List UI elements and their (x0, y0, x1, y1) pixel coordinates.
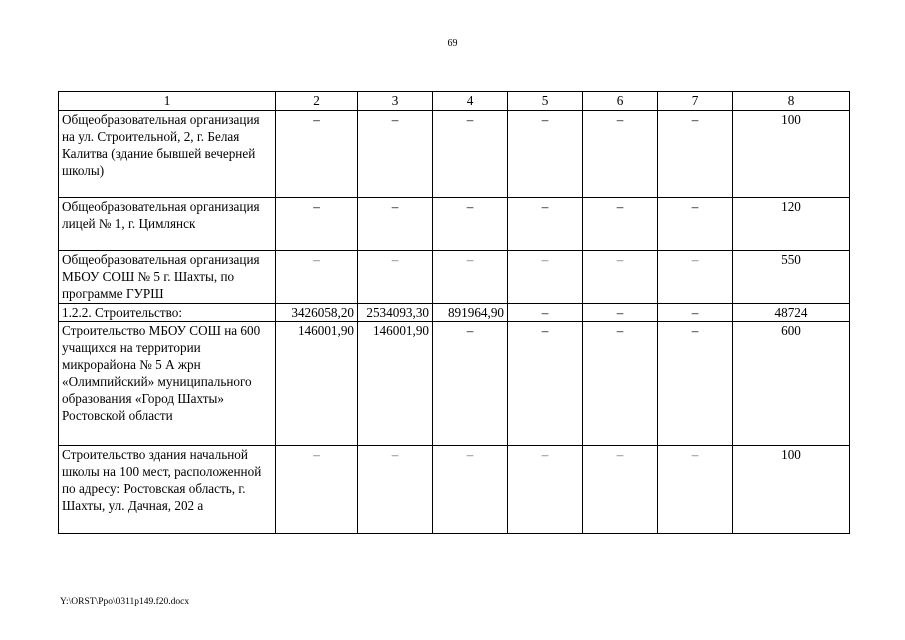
table-cell: 3426058,20 (276, 304, 358, 322)
table-cell: – (276, 111, 358, 198)
page-number: 69 (447, 38, 458, 49)
data-table (58, 91, 850, 534)
table-cell: – (583, 446, 658, 534)
table-row (59, 198, 850, 251)
table-cell: – (508, 304, 583, 322)
header-cell: 5 (508, 92, 583, 111)
table-cell: – (433, 198, 508, 251)
table-cell: – (358, 198, 433, 251)
table-cell: – (276, 446, 358, 534)
table-cell: 120 (733, 198, 850, 251)
table-cell: – (433, 322, 508, 446)
header-cell: 3 (358, 92, 433, 111)
header-cell: 6 (583, 92, 658, 111)
row-label: 1.2.2. Строительство: (59, 304, 276, 322)
table-cell: – (658, 198, 733, 251)
table-cell: – (583, 304, 658, 322)
table-cell: – (583, 111, 658, 198)
table-cell: 891964,90 (433, 304, 508, 322)
table-cell: – (658, 446, 733, 534)
table-cell: 146001,90 (358, 322, 433, 446)
header-cell: 7 (658, 92, 733, 111)
table-cell: – (583, 251, 658, 304)
table-row (59, 111, 850, 198)
row-label: Общеобразовательная организация на ул. Строительной, 2, г. Белая Калитва (здание бывшей вечерней школы) (59, 111, 276, 198)
table-header-row (59, 92, 850, 111)
table-cell: – (658, 322, 733, 446)
table-cell: – (508, 198, 583, 251)
table-cell: – (508, 446, 583, 534)
table-row (59, 304, 850, 322)
table-cell: 146001,90 (276, 322, 358, 446)
table-cell: – (658, 251, 733, 304)
table-cell: – (358, 111, 433, 198)
table-cell: – (433, 111, 508, 198)
row-label: Общеобразовательная организация лицей № 1, г. Цимлянск (59, 198, 276, 251)
table-cell: 100 (733, 446, 850, 534)
header-cell: 8 (733, 92, 850, 111)
table-cell: – (508, 251, 583, 304)
table-row (59, 322, 850, 446)
table-cell: – (583, 198, 658, 251)
table-cell: – (433, 446, 508, 534)
table-cell: – (658, 304, 733, 322)
table-row (59, 251, 850, 304)
header-cell: 2 (276, 92, 358, 111)
table-cell: – (508, 111, 583, 198)
header-cell: 4 (433, 92, 508, 111)
table-cell: – (276, 251, 358, 304)
table-cell: – (508, 322, 583, 446)
table-cell: 100 (733, 111, 850, 198)
table-cell: 600 (733, 322, 850, 446)
row-label: Общеобразовательная организация МБОУ СОШ № 5 г. Шахты, по программе ГУРШ (59, 251, 276, 304)
table-cell: – (358, 446, 433, 534)
footer-file-path: Y:\ORST\Ppo\0311p149.f20.docx (60, 597, 190, 607)
table-cell: 48724 (733, 304, 850, 322)
table-cell: 2534093,30 (358, 304, 433, 322)
table-cell: 550 (733, 251, 850, 304)
row-label: Строительство МБОУ СОШ на 600 учащихся на территории микрорайона № 5 А жрн «Олимпийский» муниципального образования «Город Шахты» Ростовской области (59, 322, 276, 446)
table-cell: – (433, 251, 508, 304)
table-cell: – (583, 322, 658, 446)
row-label: Строительство здания начальной школы на 100 мест, расположенной по адресу: Ростовская область, г. Шахты, ул. Дачная, 202 а (59, 446, 276, 534)
table-cell: – (276, 198, 358, 251)
table-cell: – (658, 111, 733, 198)
table-cell: – (358, 251, 433, 304)
header-cell: 1 (59, 92, 276, 111)
table-row (59, 446, 850, 534)
